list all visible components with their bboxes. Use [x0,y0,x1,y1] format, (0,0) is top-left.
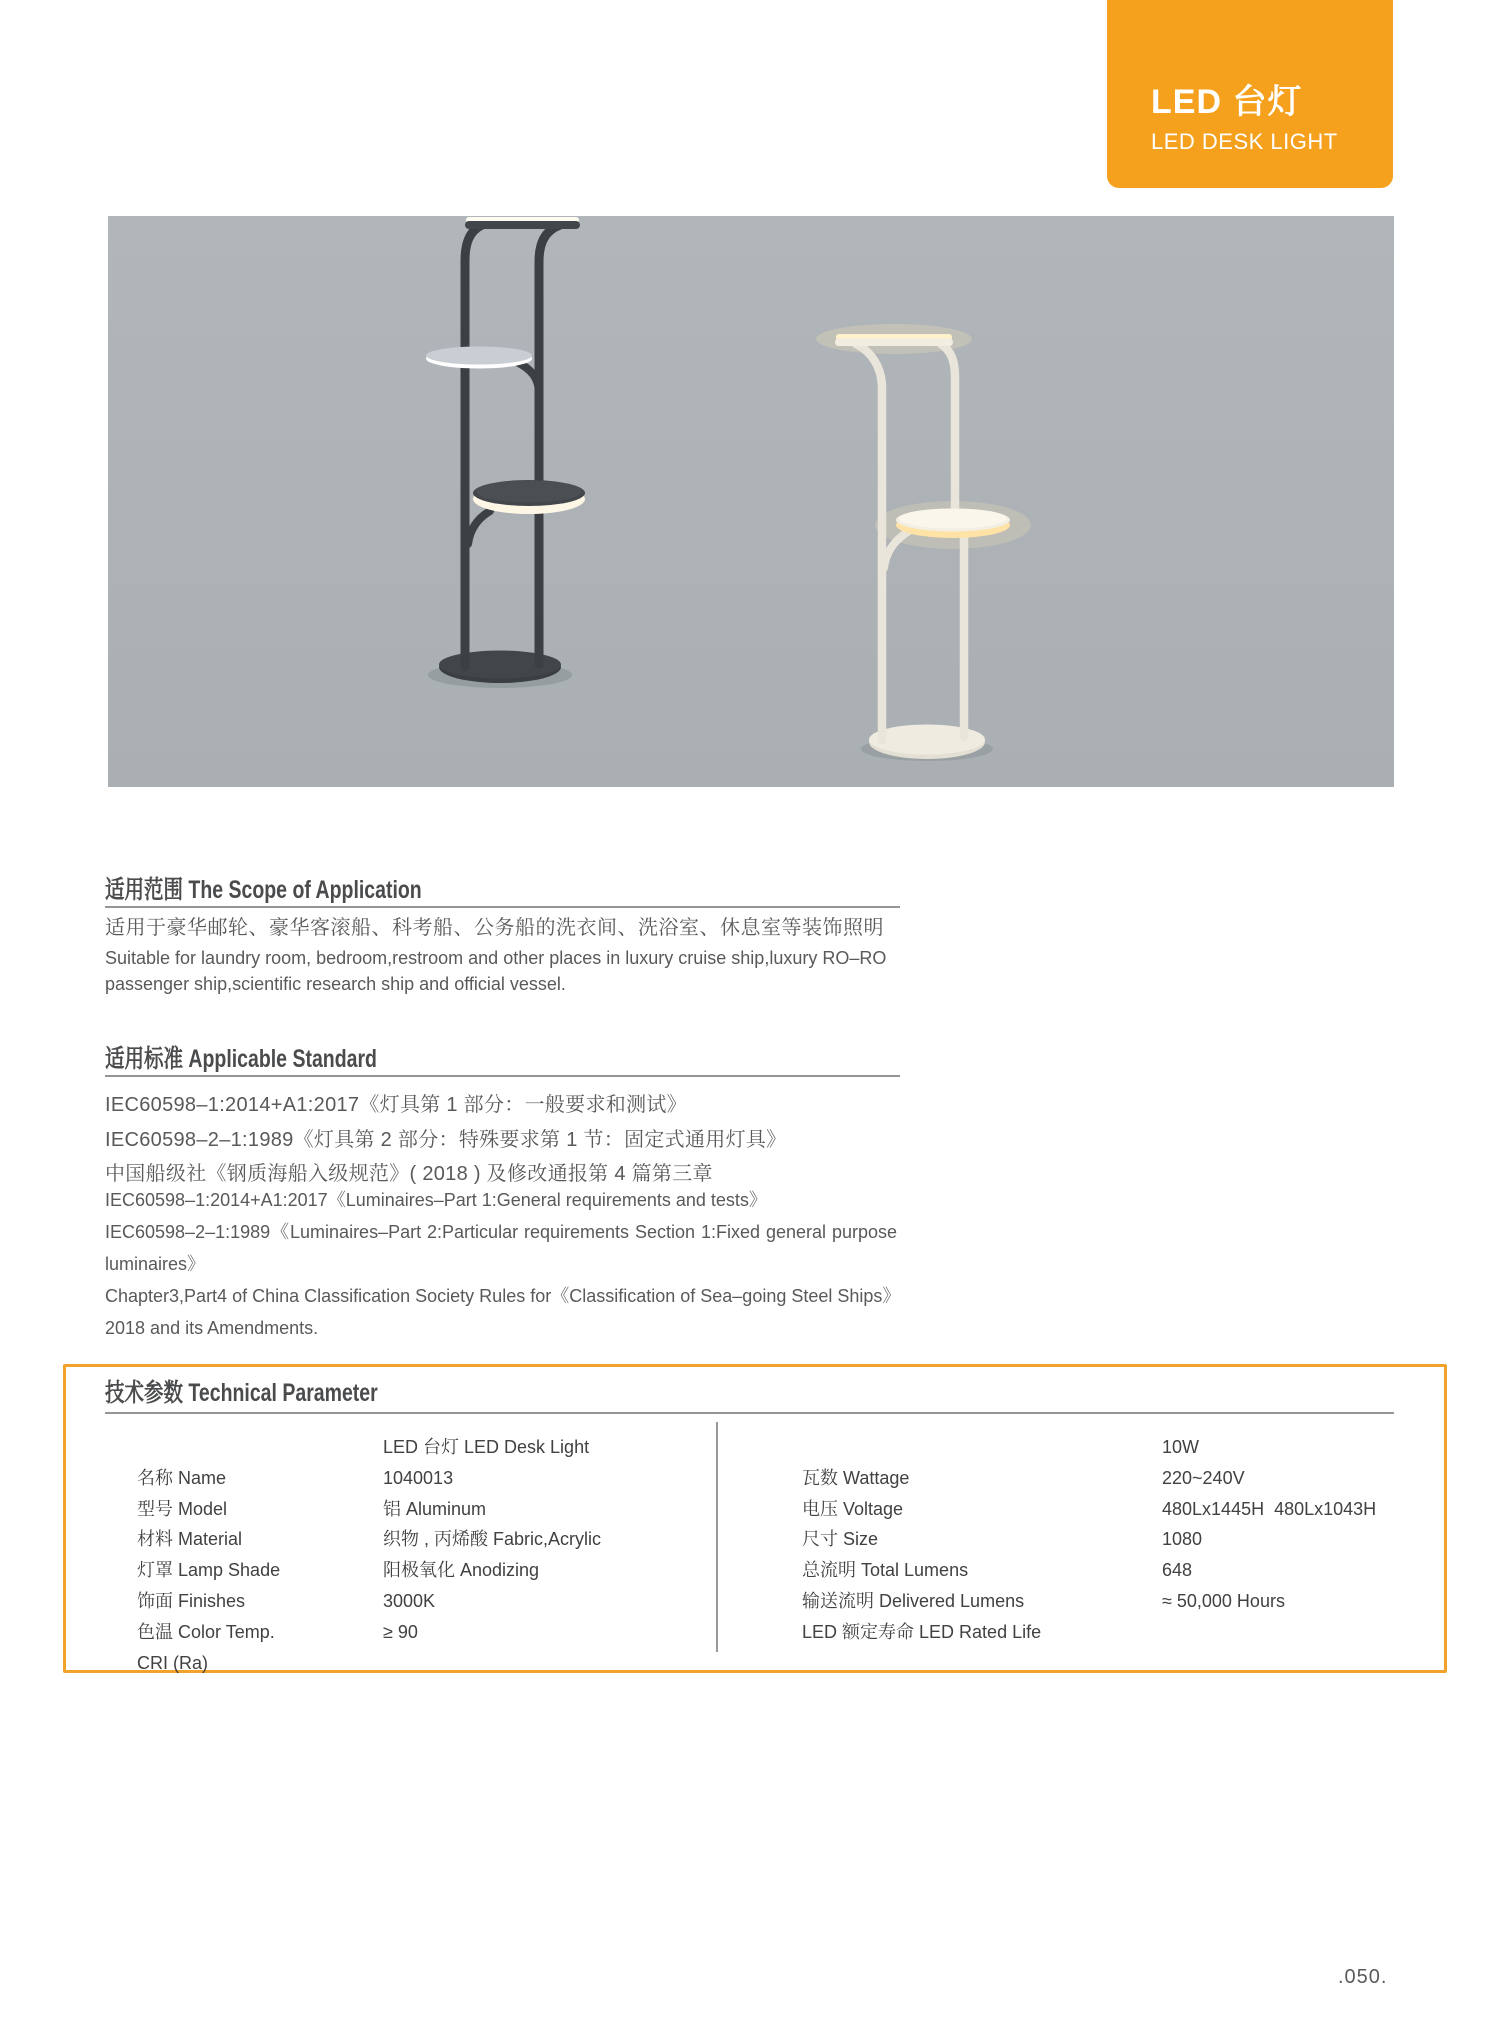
white-lamp [816,324,1031,761]
dark-lamp [426,217,585,688]
param-value: 织物 , 丙烯酸 Fabric,Acrylic [383,1529,602,1550]
param-label: 型号 Model [137,1498,228,1519]
product-photo [108,216,1394,787]
param-label: 材料 Material [137,1529,243,1550]
param-value: 铝 Aluminum [383,1498,487,1519]
param-row [772,1586,1420,1642]
param-value: ≈ 50,000 Hours [1162,1590,1285,1611]
param-row [107,1617,707,1673]
standard-item: IEC60598–2–1:1989《灯具第 2 部分：特殊要求第 1 节：固定式通用灯具》 [105,1128,787,1151]
scope-text-cn: 适用于豪华邮轮、豪华客滚船、科考船、公务船的洗衣间、洗浴室、休息室等装饰照明 [105,917,884,939]
param-label: 电压 Voltage [802,1498,904,1519]
scope-text-en: Suitable for laundry room, bedroom,restroom and other places in luxury cruise ship,luxury RO–RO passenger ship,scientific research ship and official vessel. [105,948,887,994]
parameters-right-column [772,1432,1420,1642]
standard-item: IEC60598–2–1:1989《Luminaires–Part 2:Particular requirements Section 1:Fixed general purpose luminaires》 [105,1222,897,1274]
param-label: LED 额定寿命 LED Rated Life [802,1621,1042,1642]
standard-item: IEC60598–1:2014+A1:2017《灯具第 1 部分：一般要求和测试》 [105,1094,687,1116]
param-value: 3000K [383,1590,436,1611]
param-value: 阳极氧化 Anodizing [383,1560,540,1581]
param-label: CRI (Ra) [137,1652,209,1673]
param-label: 饰面 Finishes [137,1590,246,1611]
standard-item: Chapter3,Part4 of China Classification Society Rules for《Classification of Sea–going Steel Ships》2018 and its Amendments. [105,1286,892,1338]
category-title-en: LED DESK LIGHT [1151,129,1338,154]
param-value: ≥ 90 [383,1621,418,1642]
param-label: 尺寸 Size [802,1529,879,1550]
scope-heading-rule [105,906,900,908]
param-label: 瓦数 Wattage [802,1467,910,1488]
lamp-illustration [108,216,1394,787]
parameters-column-divider [716,1422,718,1652]
param-label: 总流明 Total Lumens [802,1560,969,1581]
param-value: 480Lx1445H 480Lx1043H [1162,1498,1377,1519]
param-label: 名称 Name [137,1467,227,1488]
standard-heading: 适用标准 Applicable Standard [105,1045,377,1073]
standard-heading-rule [105,1075,900,1077]
parameters-heading: 技术参数 Technical Parameter [105,1379,378,1407]
param-value: 10W [1162,1437,1200,1457]
parameters-heading-rule [105,1412,1394,1414]
param-value: 648 [1162,1560,1193,1581]
param-label: 灯罩 Lamp Shade [137,1560,281,1581]
param-label: 色温 Color Temp. [137,1621,275,1642]
param-value: LED 台灯 LED Desk Light [383,1437,590,1457]
page-number: .050. [1338,1966,1388,1988]
scope-heading: 适用范围 The Scope of Application [105,876,422,904]
parameters-left-column [107,1432,707,1673]
param-label: 输送流明 Delivered Lumens [802,1590,1025,1611]
param-value: 1040013 [383,1467,454,1488]
category-badge [1107,0,1393,188]
param-value: 1080 [1162,1529,1203,1550]
standard-item: IEC60598–1:2014+A1:2017《Luminaires–Part 1:General requirements and tests》 [105,1190,767,1210]
standard-list-cn [105,1088,925,1192]
standard-list-en [105,1184,897,1344]
category-title-cn: LED 台灯 [1151,83,1303,121]
param-value: 220~240V [1162,1467,1245,1488]
standard-item: 中国船级社《钢质海船入级规范》( 2018 ) 及修改通报第 4 篇第三章 [105,1163,713,1185]
